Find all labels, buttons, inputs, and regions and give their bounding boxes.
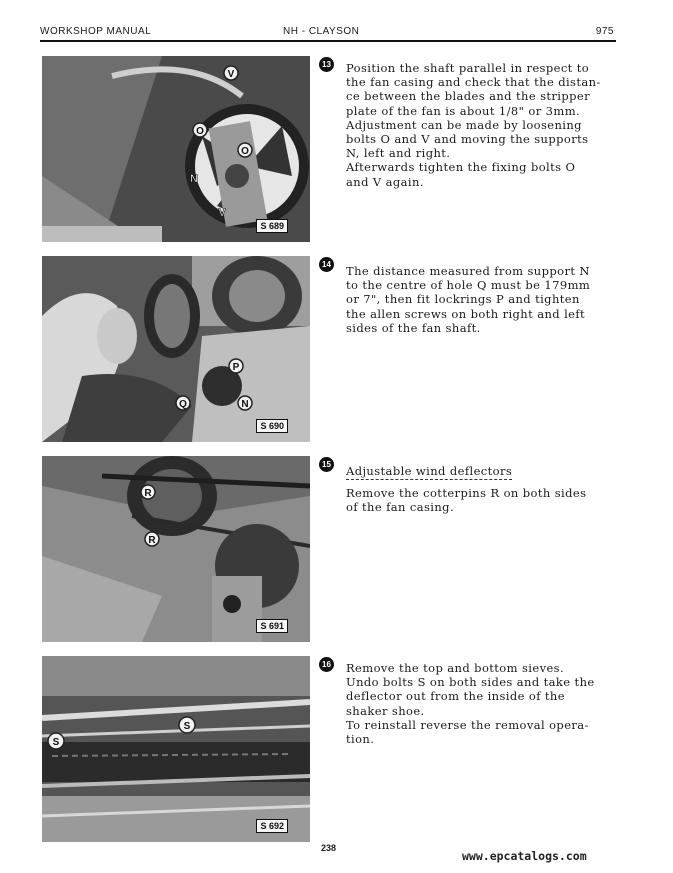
step-13-text [346,61,618,189]
step-number-badge: 15 [319,457,334,472]
step-number-badge: 16 [319,657,334,672]
step-number-badge: 13 [319,57,334,72]
step-line: the fan casing and check that the distan- [346,75,601,90]
marker-n: N [241,399,249,410]
header-model: NH - CLAYSON [283,26,360,37]
photo-label: S 692 [256,819,288,833]
header-manual-title: WORKSHOP MANUAL [40,26,152,37]
step-line: plate of the fan is about 1/8" or 3mm. [346,103,581,118]
header-rule [40,40,616,42]
step-line: The distance measured from support N [346,264,590,278]
step-16-text [346,661,618,746]
marker-v-top: V [227,69,235,80]
step-line: Position the shaft parallel in respect to [346,61,590,75]
step-line: sides of the fan shaft. [346,320,481,335]
step-line: Afterwards tighten the fixing bolts O [346,160,576,175]
photo-shaker-shoe-illustration [42,656,310,842]
step-line: Remove the top and bottom sieves. [346,661,565,675]
header-page-code: 975 [595,26,614,37]
step-line: Remove the cotterpins R on both sides [346,486,587,501]
marker-p: P [232,362,240,373]
step-line: Adjustment can be made by loosening [346,117,582,132]
step-line: to the centre of hole Q must be 179mm [346,278,591,293]
marker-s-right: S [183,721,191,732]
step-line: shaker shoe. [346,703,425,718]
photo-label: S 691 [256,619,288,633]
step-line: and V again. [346,174,424,189]
step-15-text [346,464,618,515]
step-14-text [346,264,618,335]
marker-v-bottom: V [218,207,226,219]
page-number: 238 [321,843,337,853]
marker-o-right: O [241,146,249,157]
photo-measure-support-illustration [42,256,310,442]
marker-o-left: O [196,126,204,137]
photo-label: S 690 [256,419,288,433]
step-line: of the fan casing. [346,500,454,515]
photo-fan-shaft [42,56,310,242]
watermark-link[interactable]: www.epcatalogs.com [462,849,587,863]
photo-fan-shaft-illustration [42,56,310,242]
step-line: To reinstall reverse the removal opera- [346,717,589,732]
step-number-badge: 14 [319,257,334,272]
photo-wind-deflectors-illustration [42,456,310,642]
step-line: deflector out from the inside of the [346,689,565,704]
marker-r-bottom: R [148,535,156,546]
step-line: Undo bolts S on both sides and take the [346,675,595,690]
photo-measure-support [42,256,310,442]
step-line: ce between the blades and the stripper [346,89,591,104]
page-header [40,24,616,40]
step-line: the allen screws on both right and left [346,306,586,321]
marker-s-left: S [52,737,60,748]
photo-label: S 689 [256,219,288,233]
marker-q: Q [179,399,187,410]
marker-n: N [190,173,198,185]
step-line: N, left and right. [346,146,451,161]
step-line: or 7", then fit lockrings P and tighten [346,292,580,307]
photo-shaker-shoe [42,656,310,842]
step-line: tion. [346,732,375,747]
step-line: bolts O and V and moving the supports [346,132,589,147]
marker-r-top: R [144,488,152,499]
photo-wind-deflectors [42,456,310,642]
section-subheading: Adjustable wind deflectors [346,464,512,480]
